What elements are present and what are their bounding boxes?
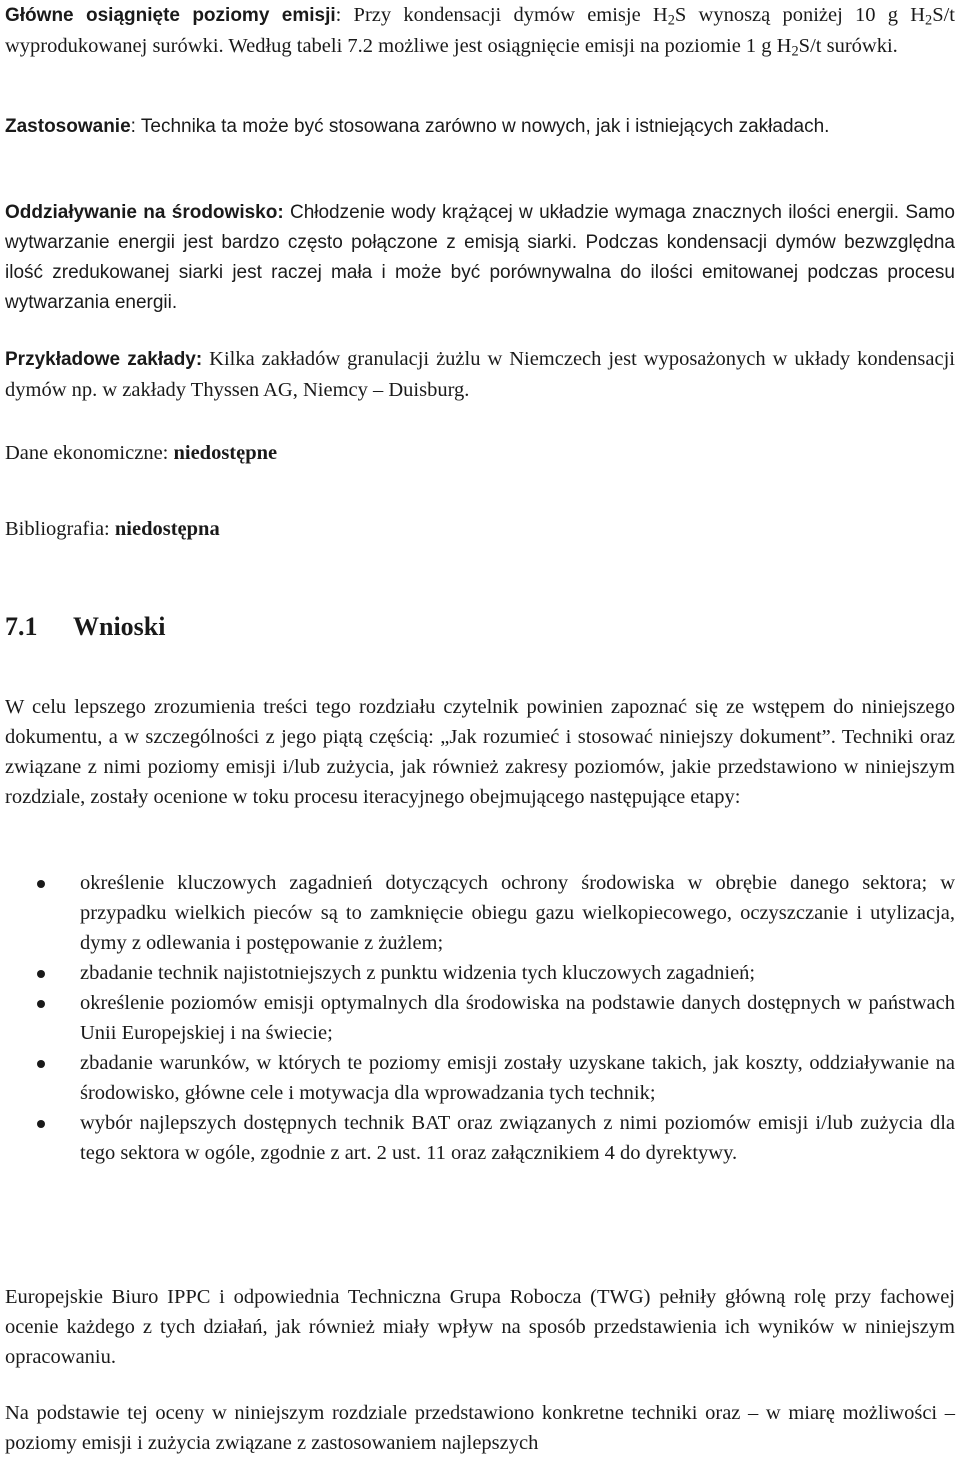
economics-paragraph xyxy=(5,438,955,468)
bibliography-value: niedostępna xyxy=(114,518,220,540)
list-item xyxy=(0,988,955,1048)
economics-label: Dane ekonomiczne: xyxy=(5,442,174,464)
bullet-icon xyxy=(37,970,45,978)
example-plants-paragraph xyxy=(5,344,955,405)
applicability-text: : Technika ta może być stosowana zarówno w nowych, jak i istniejących zakładach. xyxy=(130,116,830,137)
section-number: 7.1 xyxy=(5,612,38,641)
bibliography-paragraph xyxy=(5,514,955,544)
list-item-text: zbadanie warunków, w których te poziomy emisji zostały uzyskane takich, jak koszty, oddziaływanie na środowisko, główne cele i motywacja dla wprowadzania tych technik; xyxy=(80,1052,955,1104)
ippc-paragraph: Europejskie Biuro IPPC i odpowiednia Techniczna Grupa Robocza (TWG) pełniły główną rolę przy fachowej ocenie każdego z tych działań, jak również miały wpływ na sposób przedstawienia ich wyników w niniejszym opracowaniu. xyxy=(5,1286,955,1368)
list-item xyxy=(0,1108,955,1168)
environmental-impact-text: Chłodzenie wody krążącej w układzie wymaga znacznych ilości energii. Samo wytwarzanie energii jest bardzo często połączone z emisją siarki. Podczas kondensacji dymów bezwzględna ilość zredukowanej siarki jest raczej mała i może być porównywalna do ilości emitowanej podczas procesu wytwarzania energii. xyxy=(5,202,955,313)
emission-levels-text-4: S/t surówki. xyxy=(798,35,898,57)
emission-levels-paragraph xyxy=(5,0,955,61)
example-plants-text-1: Kilka zakładów granulacji żużlu w Niemczech jest wyposażonych w układy kondensacji dymów np. xyxy=(5,348,955,401)
subscript-2: 2 xyxy=(925,12,933,29)
intro-paragraph: W celu lepszego zrozumienia treści tego rozdziału czytelnik powinien zapoznać się ze wstępem do niniejszego dokumentu, a w szczególności z jego piątą częścią: „Jak rozumieć i stosować niniejszy dokument”. Techniki oraz związane z nimi poziomy emisji i/lub zużycia, jak również zakresy poziomów, jakie przedstawiono w niniejszym rozdziale, zostały ocenione w toku procesu iteracyjnego obejmującego następujące etapy: xyxy=(5,696,955,808)
list-item xyxy=(0,868,955,958)
applicability-paragraph xyxy=(5,112,955,142)
emission-levels-text-2: S wynoszą poniżej 10 g H xyxy=(674,4,926,26)
list-item-text: wybór najlepszych dostępnych technik BAT oraz związanych z nimi poziomów emisji i/lub zużycia dla tego sektora w ogóle, zgodnie z art. 2 ust. 11 oraz załącznikiem 4 do dyrektywy. xyxy=(80,1112,955,1164)
bullet-icon xyxy=(37,1000,45,1008)
section-heading xyxy=(5,610,166,644)
assessment-paragraph: Na podstawie tej oceny w niniejszym rozdziale przedstawiono konkretne techniki oraz – w miarę możliwości – poziomy emisji i zużycia związane z zastosowaniem najlepszych xyxy=(5,1402,955,1454)
bullet-icon xyxy=(37,1060,45,1068)
environmental-impact-paragraph xyxy=(5,198,955,318)
subscript-2: 2 xyxy=(667,12,675,29)
list-item xyxy=(0,958,955,988)
list-item-text: określenie poziomów emisji optymalnych dla środowiska na podstawie danych dostępnych w państwach Unii Europejskiej i na świecie; xyxy=(80,992,955,1044)
section-title: Wnioski xyxy=(73,612,166,641)
stages-list xyxy=(0,868,955,1168)
bullet-icon xyxy=(37,880,45,888)
list-item-text: określenie kluczowych zagadnień dotyczących ochrony środowiska w obrębie danego sektora; w przypadku wielkich pieców są to zamknięcie obiegu gazu wielkopiecowego, oczyszczanie i utylizacja, dymy z odlewania i postępowanie z żużlem; xyxy=(80,872,955,954)
example-plants-text-2: w zakłady Thyssen AG, Niemcy – Duisburg. xyxy=(97,379,470,401)
emission-levels-text-1: : Przy kondensacji dymów emisje H xyxy=(335,4,668,26)
example-plants-label: Przykładowe zakłady: xyxy=(5,349,203,370)
bibliography-label: Bibliografia: xyxy=(5,518,115,540)
subscript-2: 2 xyxy=(791,43,799,60)
economics-value: niedostępne xyxy=(173,442,278,464)
emission-levels-text-3: S/t wyprodukowanej surówki. Według tabeli 7.2 możliwe jest osiągnięcie emisji na poziomie 1 g H xyxy=(5,4,955,57)
list-item xyxy=(0,1048,955,1108)
bullet-icon xyxy=(37,1120,45,1128)
environmental-impact-label: Oddziaływanie na środowisko: xyxy=(5,202,284,223)
emission-levels-label: Główne osiągnięte poziomy emisji xyxy=(5,5,336,26)
list-item-text: zbadanie technik najistotniejszych z punktu widzenia tych kluczowych zagadnień; xyxy=(80,962,756,984)
applicability-label: Zastosowanie xyxy=(5,116,131,137)
